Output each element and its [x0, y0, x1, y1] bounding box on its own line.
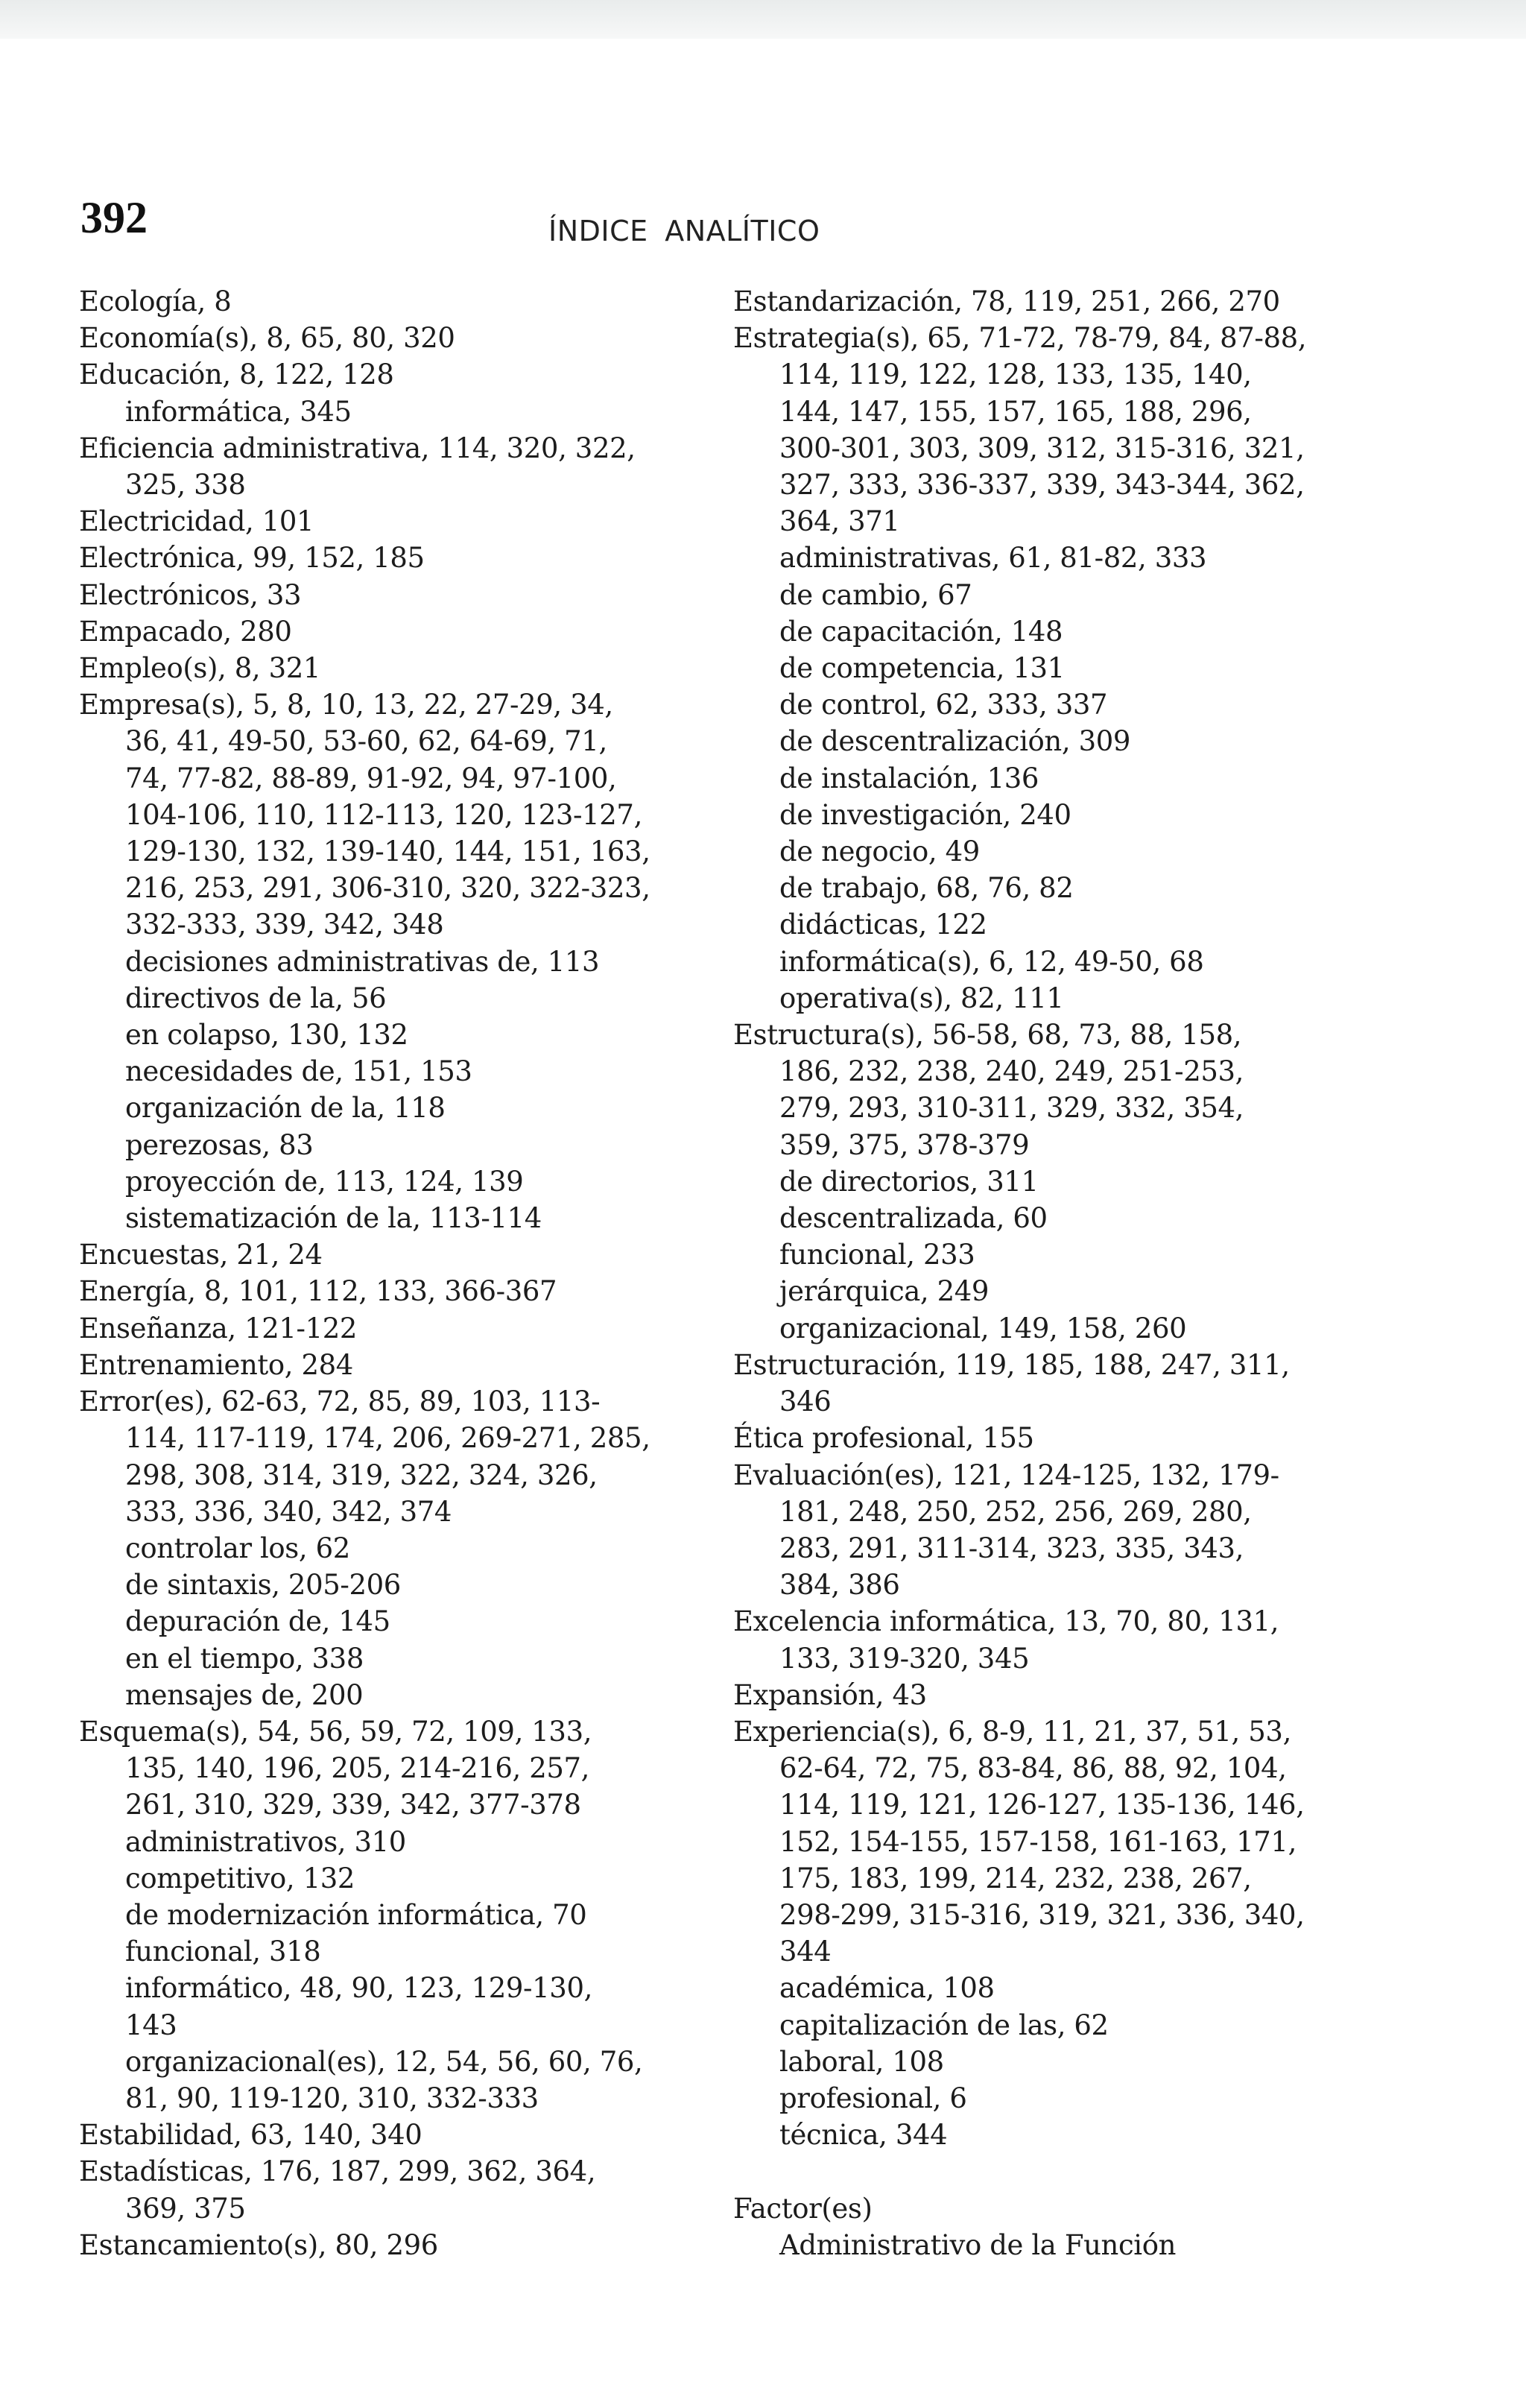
index-entry: Error(es), 62-63, 72, 85, 89, 103, 113-: [79, 1385, 601, 1418]
index-entry-continuation: 216, 253, 291, 306-310, 320, 322-323,: [125, 872, 650, 905]
index-entry: Estancamiento(s), 80, 296: [79, 2228, 438, 2261]
index-subentry: competitivo, 132: [125, 1862, 355, 1895]
index-subentry: administrativas, 61, 81-82, 333: [779, 542, 1207, 575]
index-entry: Ética profesional, 155: [733, 1422, 1034, 1455]
index-entry-continuation: 359, 375, 378-379: [779, 1128, 1030, 1161]
index-entry-continuation: 384, 386: [779, 1569, 900, 1602]
index-entry: Empacado, 280: [79, 615, 292, 648]
index-entry-continuation: 144, 147, 155, 157, 165, 188, 296,: [779, 395, 1252, 428]
index-subentry: en el tiempo, 338: [125, 1642, 364, 1675]
index-subentry: profesional, 6: [779, 2082, 967, 2114]
index-entry-continuation: 332-333, 339, 342, 348: [125, 908, 444, 941]
index-entry-continuation: 298-299, 315-316, 319, 321, 336, 340,: [779, 1898, 1305, 1931]
index-subentry: perezosas, 83: [125, 1128, 314, 1161]
index-subentry: directivos de la, 56: [125, 982, 387, 1014]
index-entry-continuation: 283, 291, 311-314, 323, 335, 343,: [779, 1532, 1244, 1564]
index-entry: Ecología, 8: [79, 285, 232, 317]
index-entry: Estructuración, 119, 185, 188, 247, 311,: [733, 1348, 1290, 1381]
index-subentry: jerárquica, 249: [779, 1275, 990, 1308]
index-subentry: de investigación, 240: [779, 798, 1071, 831]
index-subentry: técnica, 344: [779, 2119, 948, 2152]
index-entry-continuation: 186, 232, 238, 240, 249, 251-253,: [779, 1055, 1244, 1088]
index-entry-continuation: 344: [779, 1935, 832, 1968]
index-entry-continuation: 261, 310, 329, 339, 342, 377-378: [125, 1789, 581, 1821]
index-subentry: académica, 108: [779, 1972, 995, 2005]
index-entry-continuation: 74, 77-82, 88-89, 91-92, 94, 97-100,: [125, 762, 617, 794]
index-subentry: en colapso, 130, 132: [125, 1019, 408, 1052]
index-entry: Evaluación(es), 121, 124-125, 132, 179-: [733, 1459, 1279, 1491]
scan-top-band: [0, 0, 1526, 39]
index-subentry: de instalación, 136: [779, 762, 1039, 794]
index-entry-continuation: 114, 119, 122, 128, 133, 135, 140,: [779, 358, 1252, 391]
index-subentry: necesidades de, 151, 153: [125, 1055, 472, 1088]
index-subentry: de modernización informática, 70: [125, 1898, 587, 1931]
index-subentry: de capacitación, 148: [779, 615, 1063, 648]
index-entry: Esquema(s), 54, 56, 59, 72, 109, 133,: [79, 1715, 592, 1748]
index-subentry: controlar los, 62: [125, 1532, 350, 1564]
index-entry: Estandarización, 78, 119, 251, 266, 270: [733, 285, 1280, 317]
index-subentry: sistematización de la, 113-114: [125, 1202, 542, 1235]
index-entry: Economía(s), 8, 65, 80, 320: [79, 322, 455, 355]
index-entry-continuation: 36, 41, 49-50, 53-60, 62, 64-69, 71,: [125, 725, 607, 758]
index-entry: Educación, 8, 122, 128: [79, 358, 394, 391]
index-entry: Encuestas, 21, 24: [79, 1239, 323, 1271]
index-entry: Expansión, 43: [733, 1678, 927, 1711]
index-subentry: funcional, 318: [125, 1935, 321, 1968]
index-entry: Factor(es): [733, 2192, 873, 2225]
index-entry-continuation: 175, 183, 199, 214, 232, 238, 267,: [779, 1862, 1252, 1895]
index-entry-continuation: 279, 293, 310-311, 329, 332, 354,: [779, 1092, 1244, 1125]
index-entry: Enseñanza, 121-122: [79, 1312, 358, 1344]
index-entry-continuation: 364, 371: [779, 505, 900, 538]
running-head: ÍNDICE ANALÍTICO: [548, 215, 820, 247]
index-subentry: organización de la, 118: [125, 1092, 446, 1125]
index-subentry: 81, 90, 119-120, 310, 332-333: [125, 2082, 539, 2114]
index-entry: Entrenamiento, 284: [79, 1348, 353, 1381]
index-subentry: capitalización de las, 62: [779, 2009, 1109, 2041]
index-entry: Energía, 8, 101, 112, 133, 366-367: [79, 1275, 557, 1308]
index-entry: Electrónicos, 33: [79, 578, 302, 611]
index-subentry: organizacional(es), 12, 54, 56, 60, 76,: [125, 2045, 643, 2078]
index-column-left: [79, 283, 720, 2263]
index-entry-continuation: 62-64, 72, 75, 83-84, 86, 88, 92, 104,: [779, 1752, 1287, 1785]
page-number: 392: [80, 193, 148, 242]
index-entry-continuation: 181, 248, 250, 252, 256, 269, 280,: [779, 1495, 1252, 1528]
index-entry: Excelencia informática, 13, 70, 80, 131,: [733, 1605, 1279, 1638]
index-entry-continuation: 333, 336, 340, 342, 374: [125, 1495, 452, 1528]
index-subentry: decisiones administrativas de, 113: [125, 945, 600, 978]
index-subentry: de trabajo, 68, 76, 82: [779, 872, 1074, 905]
index-subentry: laboral, 108: [779, 2045, 944, 2078]
index-subentry: de competencia, 131: [779, 652, 1065, 685]
index-subentry: de negocio, 49: [779, 835, 980, 868]
index-entry-continuation: 298, 308, 314, 319, 322, 324, 326,: [125, 1459, 598, 1491]
index-entry: Experiencia(s), 6, 8-9, 11, 21, 37, 51, 53,: [733, 1715, 1291, 1748]
index-entry-continuation: 133, 319-320, 345: [779, 1642, 1030, 1675]
index-column-right: [733, 283, 1434, 2263]
index-entry-continuation: 114, 119, 121, 126-127, 135-136, 146,: [779, 1789, 1305, 1821]
index-entry: Empleo(s), 8, 321: [79, 652, 321, 685]
index-spacer: [733, 2153, 1434, 2190]
index-entry: Estadísticas, 176, 187, 299, 362, 364,: [79, 2155, 596, 2188]
index-entry: Electricidad, 101: [79, 505, 314, 538]
index-entry: Empresa(s), 5, 8, 10, 13, 22, 27-29, 34,: [79, 689, 613, 721]
index-subentry: de control, 62, 333, 337: [779, 689, 1108, 721]
index-entry: Eficiencia administrativa, 114, 320, 322,: [79, 432, 636, 464]
index-entry-continuation: 369, 375: [125, 2192, 246, 2225]
index-subentry: de directorios, 311: [779, 1165, 1039, 1198]
index-entry-continuation: 325, 338: [125, 469, 246, 502]
index-subentry: de descentralización, 309: [779, 725, 1131, 758]
index-entry: Estructura(s), 56-58, 68, 73, 88, 158,: [733, 1019, 1242, 1052]
index-entry-continuation: 135, 140, 196, 205, 214-216, 257,: [125, 1752, 590, 1785]
index-subentry: 143: [125, 2009, 177, 2041]
index-entry-continuation: 129-130, 132, 139-140, 144, 151, 163,: [125, 835, 650, 868]
index-subentry: informático, 48, 90, 123, 129-130,: [125, 1972, 592, 2005]
index-entry-continuation: 346: [779, 1385, 832, 1418]
index-subentry: descentralizada, 60: [779, 1202, 1048, 1235]
index-entry: Electrónica, 99, 152, 185: [79, 542, 425, 575]
index-entry-continuation: 152, 154-155, 157-158, 161-163, 171,: [779, 1825, 1297, 1858]
index-entry: Estrategia(s), 65, 71-72, 78-79, 84, 87-88,: [733, 322, 1307, 355]
index-subentry: proyección de, 113, 124, 139: [125, 1165, 524, 1198]
index-subentry: operativa(s), 82, 111: [779, 982, 1064, 1014]
index-subentry: de sintaxis, 205-206: [125, 1569, 401, 1602]
index-entry: Estabilidad, 63, 140, 340: [79, 2119, 422, 2152]
index-subentry: informática, 345: [125, 395, 352, 428]
index-entry-continuation: 327, 333, 336-337, 339, 343-344, 362,: [779, 469, 1305, 502]
index-subentry: Administrativo de la Función: [779, 2228, 1177, 2261]
index-subentry: didácticas, 122: [779, 908, 987, 941]
index-subentry: funcional, 233: [779, 1239, 975, 1271]
index-subentry: de cambio, 67: [779, 578, 972, 611]
index-subentry: administrativos, 310: [125, 1825, 406, 1858]
index-subentry: organizacional, 149, 158, 260: [779, 1312, 1187, 1344]
index-entry-continuation: 300-301, 303, 309, 312, 315-316, 321,: [779, 432, 1305, 464]
index-subentry: informática(s), 6, 12, 49-50, 68: [779, 945, 1204, 978]
index-subentry: mensajes de, 200: [125, 1678, 364, 1711]
index-entry-continuation: 104-106, 110, 112-113, 120, 123-127,: [125, 798, 642, 831]
index-entry-continuation: 114, 117-119, 174, 206, 269-271, 285,: [125, 1422, 650, 1455]
index-subentry: depuración de, 145: [125, 1605, 390, 1638]
